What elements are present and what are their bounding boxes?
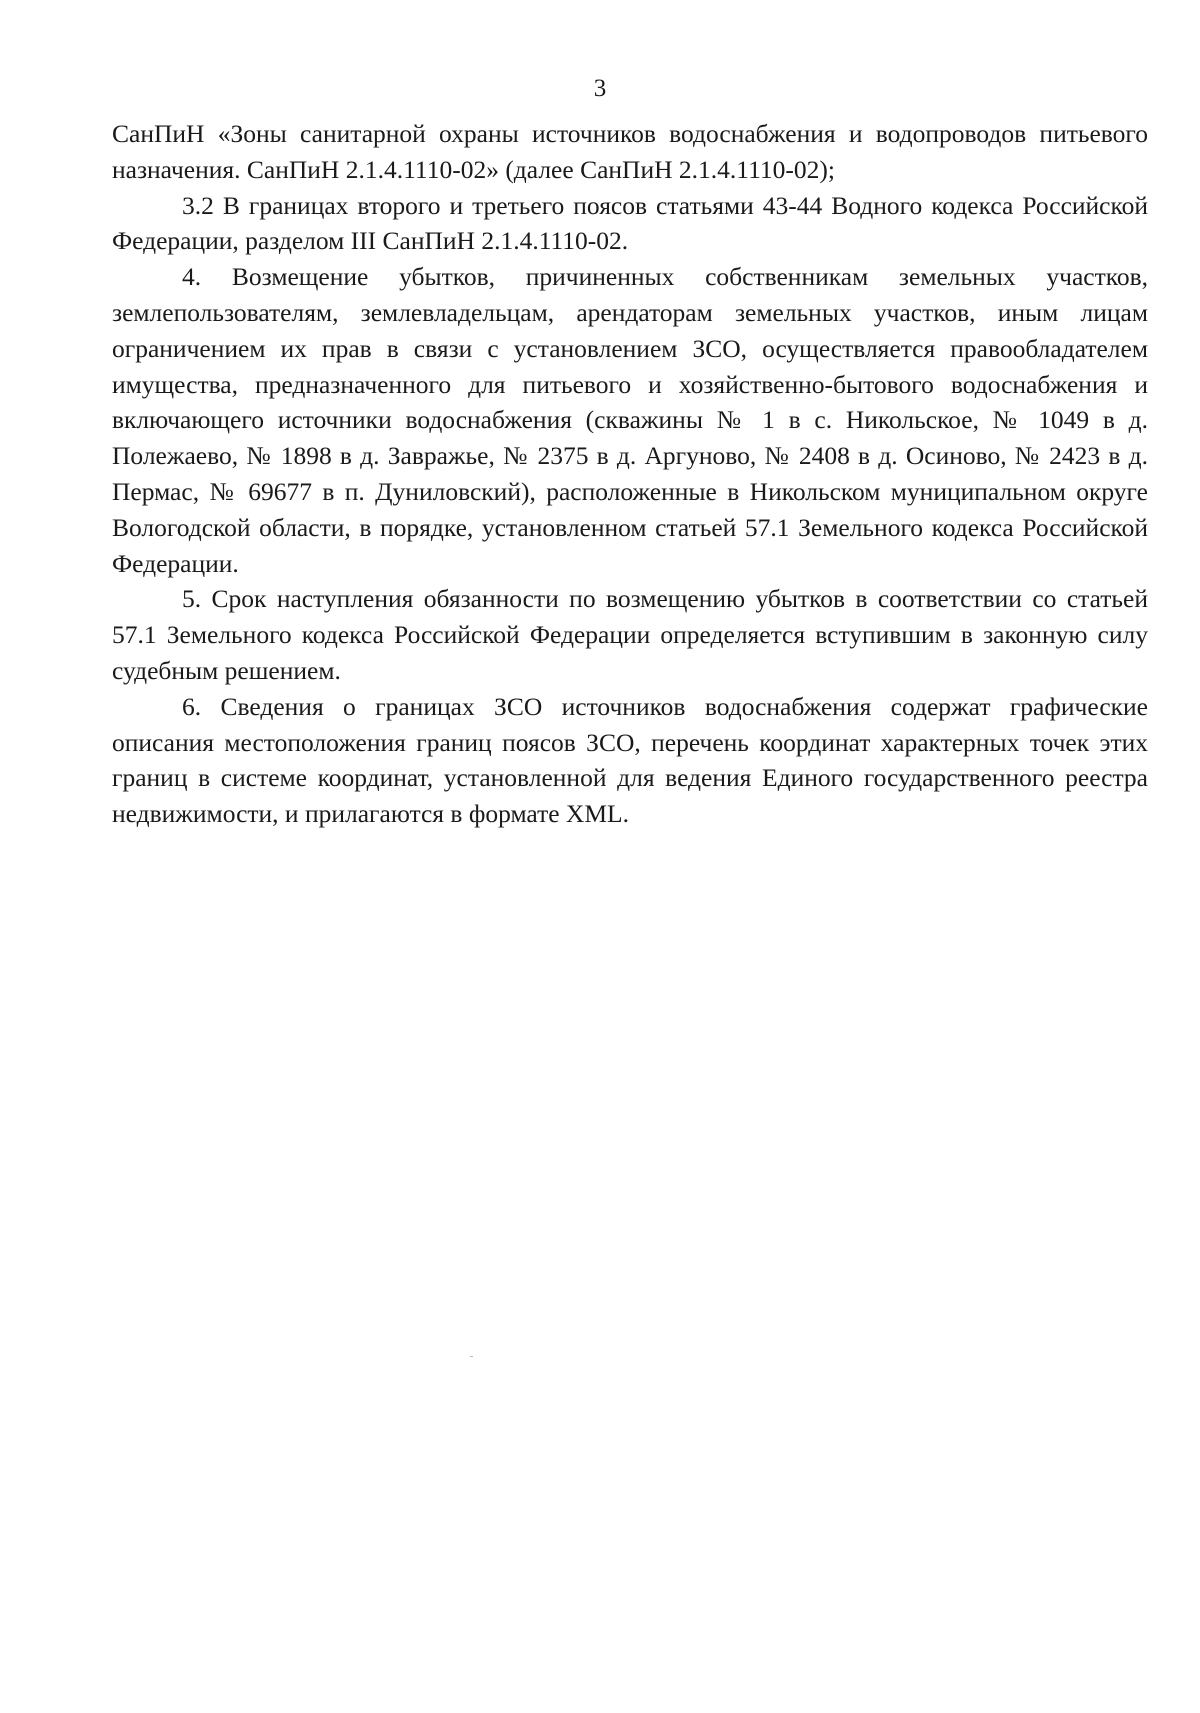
paragraph-3-2: 3.2 В границах второго и третьего поясов статьями 43-44 Водного кодекса Российской Федерации, разделом III СанПиН 2.1.4.1110-02. [112,190,1148,256]
document-body [112,116,1148,832]
paragraph-5: 5. Срок наступления обязанности по возмещению убытков в соответствии со статьей 57.1 Земельного кодекса Российской Федерации определяется вступившим в законную силу судебным решением. [112,584,1148,685]
paragraph-sanpin-reference: СанПиН «Зоны санитарной охраны источников водоснабжения и водопроводов питьевого назначения. СанПиН 2.1.4.1110-02» (далее СанПиН 2.1.4.1110-02); [112,119,1148,184]
paragraph-6: 6. Сведения о границах ЗСО источников водоснабжения содержат графические описания местоположения границ поясов ЗСО, перечень координат характерных точек этих границ в системе координат, установленной для ведения Единого государственного реестра недвижимости, и прилагаются в формате XML. [112,691,1148,829]
paragraph-4: 4. Возмещение убытков, причиненных собственникам земельных участков, землепользователям, землевладельцам, арендаторам земельных участков, иным лицам ограничением их прав в связи с установлением ЗСО, осуществляется правообладателем имущества, предназначенного для питьевого и хозяйственно-бытового водоснабжения и включающего источники водоснабжения (скважины № 1 в с. Никольское, № 1049 в д. Полежаево, № 1898 в д. Завражье, № 2375 в д. Аргуново, № 2408 в д. Осиново, № 2423 в д. Пермас, № 69677 в п. Дуниловский), расположенные в Никольском муниципальном округе Вологодской области, в порядке, установленном статьей 57.1 Земельного кодекса Российской Федерации. [112,262,1148,578]
scan-artifact [470,1356,473,1357]
page-number: 3 [593,75,607,102]
